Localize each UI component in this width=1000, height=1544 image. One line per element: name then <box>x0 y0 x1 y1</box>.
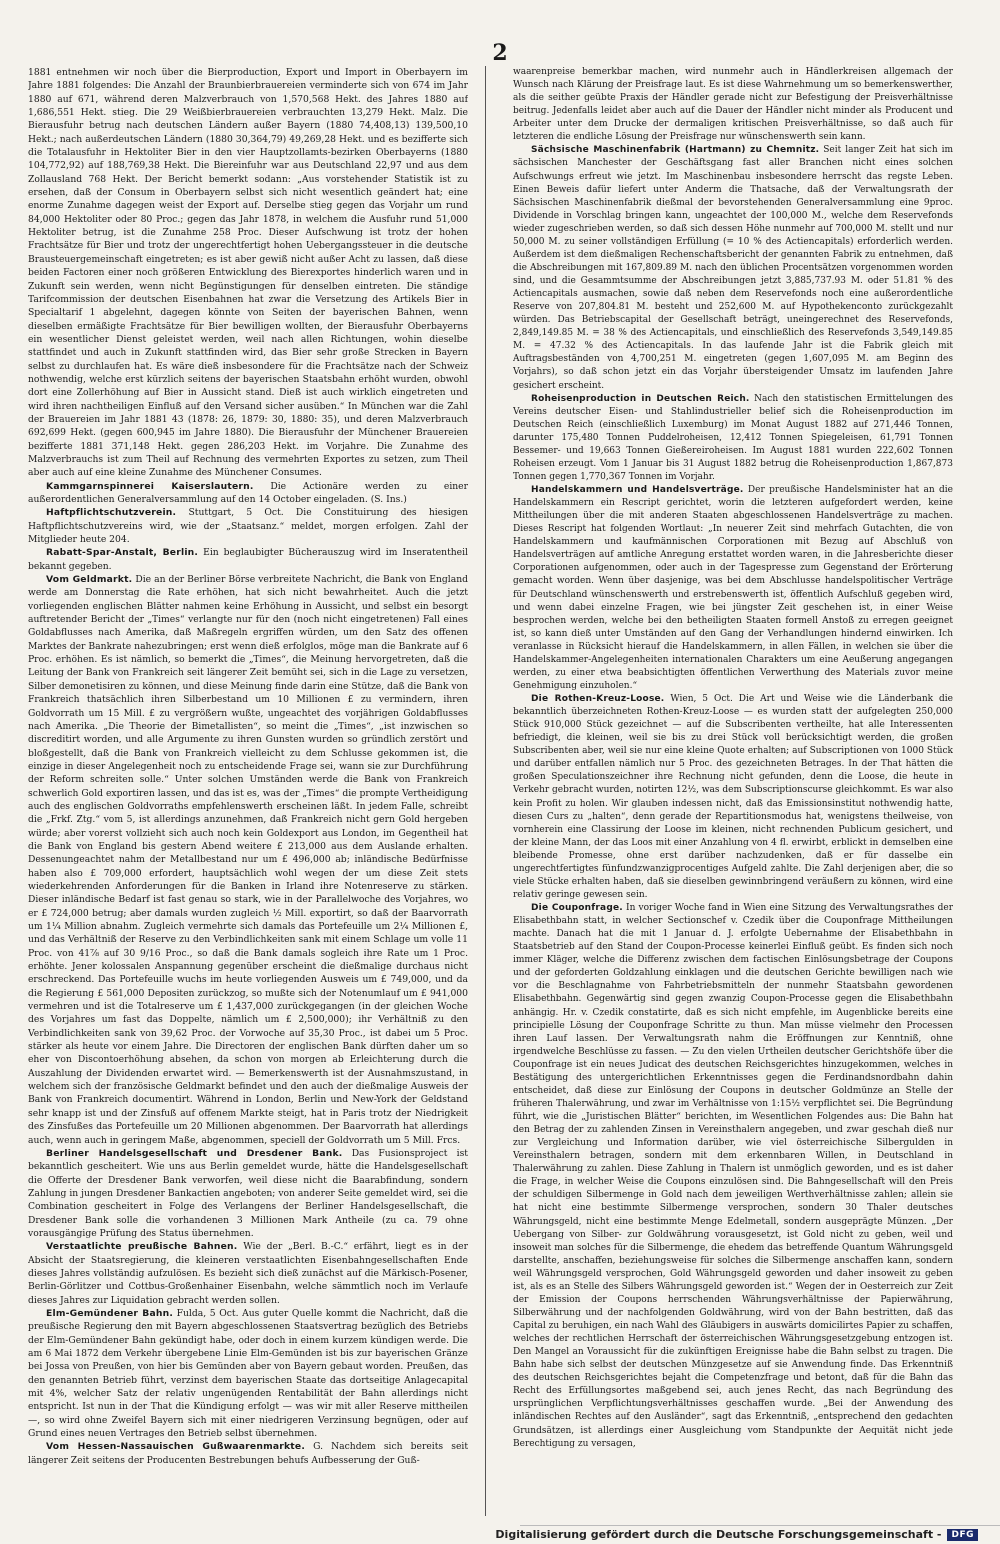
article-headline: Haftpflichtschutzverein. <box>46 507 177 519</box>
article-headline: Vom Geldmarkt. <box>46 574 133 586</box>
article-headline: Sächsische Maschinenfabrik (Hartmann) zu Chemnitz. <box>531 145 820 156</box>
article-headline: Handelskammern und Handelsverträge. <box>531 485 744 495</box>
article <box>513 902 953 1451</box>
article <box>28 66 468 480</box>
article <box>513 484 953 693</box>
article-text: Das Fusionsproject ist bekanntlich gescheitert. Wie uns aus Berlin gemeldet wurde, hätte die Handelsgesellschaft die Offerte der Dresdener Bank verworfen, weil diese nicht die Baarabfindung, sondern Zahlung in jungen Dresdener Bankactien angeboten; von anderer Seite gemeldet wird, sei die Combination gescheitert in Folge des Verlangens der Berliner Handelsgesellschaft, die Dresdener Bank solle die vorhandenen 3 Millionen Mark Antheile (zu ca. 79 ohne vorausgängige Prüfung des Status übernehmen. <box>28 1147 468 1239</box>
article-text: Die an der Berliner Börse verbreitete Nachricht, die Bank von England werde am Donnerstag die Rate erhöhen, hat sich nicht bewahrheitet. Auch die jetzt vorliegenden englischen Blätter nahmen keine Erhöhung in Aussicht, und selbst ein besorgt auftretender Bericht der „Times“ verlangte nur für den (noch nicht eingetretenen) Fall eines Goldabflusses nach Amerika, daß Maßregeln ergriffen würden, um den Satz des offenen Marktes der Bankrate nahezubringen; erst wenn dieß erfolglos, möge man die Bankrate auf 6 Proc. erhöhen. Es ist nämlich, so bemerkt die „Times“, die Meinung hervorgetreten, daß die Leitung der Bank von Frankreich seit längerer Zeit bemüht sei, sich in die Lage zu versetzen, Silber demonetisiren zu können, und diese Meinung finde darin eine Stütze, daß die Bank von Frankreich thatsächlich ihren Silberbestand um 10 Millionen £ zu vermindern, ihren Goldvorrath um 15 Mill. £ zu vergrößern wußte, ungeachtet des vorjährigen Goldabflusses nach Amerika. „Die Theorie der Bimetallisten“, so meint die „Times“, „ist inzwischen so discreditirt worden, und alle Argumente zu ihren Gunsten wurden so gründlich zerstört und bloßgestellt, daß die Bank von Frankreich vielleicht zu dem Schlusse gekommen ist, die einzige in dieser Angelegenheit noch zu entscheidende Frage sei, wann sie zur Durchführung der Reform schreiten solle.“ Unter solchen Umständen werde die Bank von Frankreich schwerlich Gold exportiren lassen, und das ist es, was der „Times“ die prompte Vertheidigung auch des englischen Goldvorraths empfehlenswerth erscheinen läßt. In jedem Falle, schreibt die „Frkf. Ztg.“ vom 5, ist allerdings anzunehmen, daß Frankreich nicht gern Gold hergeben würde; aber vorerst vollzieht sich auch noch kein Goldexport aus London, im Gegentheil hat die Bank von England bis gestern Abend weitere £ 213,000 aus dem Auslande erhalten. Dessenungeachtet nahm der Metallbestand nur um £ 496,000 ab; inländische Bedürfnisse haben also £ 709,000 erfordert, hauptsächlich wohl wegen der um diese Zeit stets wiederkehrenden Anforderungen für die Banken in Irland ihre Notenreserve zu stärken. Dieser inländische Bedarf ist fast genau so stark, wie in der Parallelwoche des Vorjahres, wo er £ 724,000 betrug; aber damals wurden zugleich ½ Mill. exportirt, so daß der Baarvorrath um 1¼ Million abnahm. Zugleich vermehrte sich damals das Portefeuille um 2¼ Millionen £, und das Verhältniß der Reserve zu den Verbindlichkeiten sank mit einem Schlage um volle 11 Proc. von 41⅞ auf 30 9/16 Proc., so daß die Bank damals sogleich ihre Rate um 1 Proc. erhöhte. Jener kolossalen Anspannung gegenüber erscheint die dießmalige durchaus nicht erschreckend. Das Portefeuille wuchs im heute vorliegenden Ausweis um £ 749,000, und da die Regierung £ 561,000 Depositen zurückzog, so mußte sich der Notenumlauf um £ 941,000 vermehren und ist die Totalreserve um £ 1,437,000 zurückgegangen (in der gleichen Woche des Vorjahres um fast das Doppelte, nämlich um £ 2,500,000); ihr Verhältniß zu den Verbindlichkeiten sank von 39,62 Proc. der Vorwoche auf 35,30 Proc., ist dabei um 5 Proc. stärker als heute vor einem Jahre. Die Directoren der englischen Bank dürften daher um so eher von Discontoerhöhung absehen, da schon von morgen ab Erleichterung durch die Auszahlung der Dividenden erwartet wird. — Bemerkenswerth ist der Ausnahmszustand, in welchem sich der französische Geldmarkt befindet und den auch der dießmalige Ausweis der Bank von Frankreich documentirt. Während in London, Berlin und New-York der Geldstand sehr knapp ist und der Zinsfuß auf offenem Markte steigt, hat in Paris trotz der Niedrigkeit des Zinsfußes das Portefeuille um 20 Millionen abgenommen. Der Baarvorrath hat allerdings auch, wenn auch in geringem Maße, abgenommen, speciell der Goldvorrath um 5 Mill. Frcs. <box>28 574 468 1146</box>
left-column <box>28 66 468 1516</box>
footer-rule <box>520 1525 1000 1526</box>
article-headline: Rabatt-Spar-Anstalt, Berlin. <box>46 547 199 559</box>
article <box>28 1147 468 1240</box>
article-text: waarenpreise bemerkbar machen, wird nunmehr auch in Händlerkreisen allgemach der Wunsch nach Klärung der Preisfrage laut. Es ist diese Wahrnehmung um so bemerkenswerther, als die seither geübte Praxis der Händler gerade nicht zur Befestigung der Preisverhältnisse beitrug. Jedenfalls leidet aber auch auf die Dauer der Händler nicht minder als Producent und Arbeiter unter dem Drucke der dermaligen kritischen Preisverhältnisse, so daß auch für letzteren die endliche Lösung der Preisfrage nur wünschenswerth sein kann. <box>513 67 953 143</box>
article-text: Seit langer Zeit hat sich im sächsischen Manchester der Geschäftsgang fast aller Branchen nicht eines solchen Aufschwungs erfreut wie jetzt. Im Maschinenbau insbesondere herrscht das regste Leben. Einen Beweis dafür liefert unter Anderm die Thatsache, daß der Verwaltungsrath der Sächsischen Maschinenfabrik dießmal der bevorstehenden Generalversammlung eine 9proc. Dividende in Vorschlag bringen kann, ungeachtet der 100,000 M., welche dem Reservefonds wieder zugeschrieben werden, so daß sich dessen Höhe nunmehr auf 700,000 M. stellt und nur 50,000 M. zu seiner vollständigen Erfüllung (= 10 % des Actiencapitals) erforderlich werden. Außerdem ist dem dießmaligen Rechenschaftsbericht der genannten Fabrik zu entnehmen, daß die Abschreibungen mit 167,809.89 M. nach den üblichen Procentsätzen vorgenommen worden sind, und die Gesammtsumme der Abschreibungen jetzt 3,885,737.93 M. oder 51.81 % des Actiencapitals ausmachen, sowie daß neben dem Reservefonds noch eine außerordentliche Reserve von 207,804.81 M. besteht und 252,600 M. auf Hypothekenconto zurückgezahlt würden. Das Betriebscapital der Gesellschaft beträgt, uneingerechnet des Reservefonds, 2,849,149.85 M. = 38 % des Actiencapitals, und einschließlich des Reservefonds 3,549,149.85 M. = 47.32 % des Actiencapitals. In das laufende Jahr ist die Fabrik gleich mit Auftragsbeständen von 4,700,251 M. eingetreten (gegen 1,607,095 M. am Beginn des Vorjahrs), so daß schon jetzt ein das Vorjahr übersteigender Umsatz im laufenden Jahre gesichert erscheint. <box>513 145 953 391</box>
article-text: 1881 entnehmen wir noch über die Bierproduction, Export und Import in Oberbayern im Jahre 1881 folgendes: Die Anzahl der Braunbierbrauereien verminderte sich von 674 im Jahr 1880 auf 671, während deren Malzverbrauch von 1,570,568 Hekt. des Jahres 1880 auf 1,686,551 Hekt. stieg. Die 29 Weißbierbrauereien verbrauchten 13,279 Hekt. Malz. Die Bierausfuhr betrug nach deutschen Ländern außer Bayern (1880 74,408,13) 139,500,10 Hekt.; nach außerdeutschen Ländern (1880 30,364,79) 49,269,28 Hekt. und es bezifferte sich die Totalausfuhr in Hektoliter Bier in den vier Hauptzollamts-bezirken Oberbayerns (1880 104,772,92) auf 188,769,38 Hekt. Die Biereinfuhr war aus Deutschland 22,97 und aus dem Zollausland 768 Hekt. Der Bericht bemerkt sodann: „Aus vorstehender Statistik ist zu ersehen, daß der Consum in Oberbayern selbst sich nicht wesentlich geändert hat; eine enorme Zunahme dagegen weist der Export auf. Derselbe stieg gegen das Vorjahr um rund 84,000 Hektoliter oder 80 Proc.; gegen das Jahr 1878, in welchem die Ausfuhr rund 51,000 Hektoliter betrug, ist die Zunahme 258 Proc. Dieser Aufschwung ist trotz der hohen Frachtsätze für Bier und trotz der ungerechtfertigt hohen Uebergangssteuer in die deutsche Brausteuergemeinschaft eingetreten; es ist aber gewiß nicht außer Acht zu lassen, daß diese beiden Factoren einer noch größeren Entwicklung des Bierexportes hinderlich waren und in Zukunft sein werden, wenn nicht Begünstigungen für denselben eintreten. Die ständige Tarifcommission der deutschen Eisenbahnen hat zwar die Versetzung des Artikels Bier in Specialtarif 1 abgelehnt, dagegen könnte von Seiten der bayerischen Bahnen, wenn dieselben ermäßigte Frachtsätze für Bier bewilligen wollten, der Bierausfuhr Oberbayerns ein wesentlicher Dienst geleistet werden, weil nach allen Richtungen, wohin dieselbe stattfindet und auch in Zukunft stattfinden wird, das Bier sehr große Strecken in Bayern selbst zu durchlaufen hat. Es wäre dieß insbesondere für die Frachtsätze nach der Schweiz nothwendig, welche erst kürzlich seitens der bayerischen Staatsbahn erhöht wurden, obwohl dort eine Zollerhöhung auf Bier in Aussicht stand. Dieß ist auch wirklich eingetreten und wird ihren nachtheiligen Einfluß auf den Versand sicher ausüben.“ In München war die Zahl der Brauereien im Jahr 1881 43 (1878: 26, 1879: 30, 1880: 35), und deren Malzverbrauch 692,699 Hekt. (gegen 600,945 im Jahre 1880). Die Bierausfuhr der Münchener Brauereien bezifferte 1881 371,148 Hekt. gegen 286,203 Hekt. im Vorjahre. Die Zunahme des Malzverbrauchs ist zum Theil auf Rechnung des vermehrten Exportes zu setzen, zum Theil aber auch auf eine kleine Zunahme des Münchener Consumes. <box>28 67 468 479</box>
dfg-logo: DFG <box>947 1529 978 1541</box>
article <box>28 1307 468 1440</box>
page-number: 2 <box>492 40 508 66</box>
article-text: Die Actionäre werden zu einer außerordentlichen Generalversammlung auf den 14 October eingeladen. (S. Ins.) <box>28 480 468 505</box>
article-headline: Die Couponfrage. <box>531 903 623 913</box>
article <box>513 144 953 392</box>
article-headline: Vom Hessen-Nassauischen Gußwaarenmarkte. <box>46 1441 306 1453</box>
article <box>28 1240 468 1307</box>
article <box>513 66 953 144</box>
right-column <box>513 66 953 1516</box>
article <box>28 573 468 1147</box>
article-text: Nach den statistischen Ermittelungen des Vereins deutscher Eisen- und Stahlindustrieller belief sich die Roheisenproduction im Deutschen Reich (einschließlich Luxemburg) im Monat August 1882 auf 271,446 Tonnen, darunter 175,480 Tonnen Puddelroheisen, 12,412 Tonnen Spiegeleisen, 61,791 Tonnen Bessemer- und 19,663 Tonnen Gießereiroheisen. Im August 1881 wurden 222,602 Tonnen Roheisen erzeugt. Vom 1 Januar bis 31 August 1882 betrug die Roheisenproduction 1,867,873 Tonnen gegen 1,770,367 Tonnen im Vorjahr. <box>513 393 953 482</box>
footer <box>495 1528 978 1541</box>
article-text: In voriger Woche fand in Wien eine Sitzung des Verwaltungsrathes der Elisabethbahn statt, in welcher Sectionschef v. Czedik über die Couponfrage Mittheilungen machte. Danach hat die mit 1 Januar d. J. erfolgte Uebernahme der Elisabethbahn in Staatsbetrieb auf den Stand der Coupon-Processe keinerlei Einfluß geübt. Es finden sich noch immer Kläger, welche die Differenz zwischen dem factischen Einlösungsbetrage der Coupons und der geforderten Goldzahlung einklagen und die deutschen Gerichte bewilligen nach wie vor die Beschlagnahme von Fahrbetriebsmitteln der nunmehr Staatsbahn gewordenen Elisabethbahn. Gegenwärtig sind gegen zwanzig Coupon-Processe gegen die Elisabethbahn anhängig. Hr. v. Czedik constatirte, daß es sich nicht empfehle, im Augenblicke bereits eine principielle Lösung der Couponfrage Schritte zu thun. Man müsse vielmehr den Processen ihren Lauf lassen. Der Verwaltungsrath nahm die Eröffnungen zur Kenntniß, ohne irgendwelche Beschlüsse zu fassen. — Zu den vielen Urtheilen deutscher Gerichtshöfe über die Couponfrage ist ein neues Judicat des deutschen Reichsgerichtes hinzugekommen, welches in Bestätigung des untergerichtlichen Erkenntnisses gegen die Ferdinandsnordbahn dahin entscheidet, daß diese zur Einlösung der Coupons in deutscher Goldmünze an Stelle der früheren Thalerwährung, und zwar im Verhältnisse von 1:15½ verpflichtet sei. Die Begründung führt, wie die „Juristischen Blätter“ berichten, im Wesentlichen Folgendes aus: Die Bahn hat den Betrag der zu zahlenden Zinsen in Vereinsthalern angegeben, und zwar geschah dieß nur zur Vergleichung und Information darüber, wie viel österreichische Silbergulden in Vereinsthalern betragen, sondern mit dem erkennbaren Willen, in Deutschland in Thalerwährung zu zahlen. Diese Zahlung in Thalern ist unmöglich geworden, und es ist daher die Frage, in welcher Weise die Coupons einzulösen sind. Die Bahngesellschaft will den Preis der schuldigen Silbermenge in Gold nach dem jeweiligen Werthverhältnisse zahlen; allein sie hat nicht eine bestimmte Silbermenge versprochen, sondern 30 Thaler deutsches Währungsgeld, nicht eine bestimmte Menge Edelmetall, sondern ausgeprägte Münzen. „Der Uebergang von Silber- zur Goldwährung vorausgesetzt, ist Gold nicht zu geben, weil und insoweit man solches für die Silbermenge, die ehedem das betreffende Quantum Währungsgeld darstellte, anschaffen, beziehungsweise für solches die Silbermenge anschaffen kann, sondern weil Währungsgeld versprochen, Gold Währungsgeld geworden und daher insoweit zu geben ist, als es an Stelle des Silbers Währungsgeld geworden ist.“ Wegen der in Oesterreich zur Zeit der Emission der Coupons herrschenden Währungsverhältnisse der Papierwährung, Silberwährung und der nachfolgenden Goldwährung, wird von der Bahn bestritten, daß das Capital zu beruhigen, ein nach Wahl des Gläubigers in auswärts domicilirtes Papier zu schaffen, welches der rechtlichen Herrschaft der österreichischen Währungsgesetzgebung entzogen ist. Den Mangel an Voraussicht für die zukünftigen Ereignisse habe die Bahn selbst zu tragen. Die Bahn habe sich selbst der deutschen Münzgesetze auf sie Anwendung finde. Das Erkenntniß des deutschen Reichsgerichtes bejaht die Competenzfrage und betont, daß für die Bahn das Recht des Erfüllungsortes maßgebend sei, auch jenes Recht, das nach Begründung des ursprünglichen Verpflichtungsverhältnisses geschaffen wurde. „Bei der Anwendung des inländischen Rechtes auf den Ausländer“, sagt das Erkenntniß, „entsprechend den gedachten Grundsätzen, ist allerdings einer Ausgleichung vom Standpunkte der Aequität nicht jede Berechtigung zu versagen, <box>513 903 953 1449</box>
article-headline: Berliner Handelsgesellschaft und Dresdener Bank. <box>46 1147 343 1159</box>
article-headline: Die Rothen-Kreuz-Loose. <box>531 694 665 704</box>
article-text: Wie der „Berl. B.-C.“ erfährt, liegt es in der Absicht der Staatsregierung, die kleineren verstaatlichten Eisenbahngesellschaften Ende dieses Jahres vollständig aufzulösen. Es bezieht sich dieß zunächst auf die Märkisch-Posener, Berlin-Görlitzer und Cottbus-Großenhainer Eisenbahn, welche sämmtlich noch im Verlaufe dieses Jahres zur Liquidation gebracht werden sollen. <box>28 1241 468 1306</box>
article-text: Ein beglaubigter Bücherauszug wird im Inseratentheil bekannt gegeben. <box>28 547 468 572</box>
article-text: G. Nachdem sich bereits seit längerer Zeit seitens der Producenten Bestrebungen behufs Aufbesserung der Guß- <box>28 1441 468 1466</box>
article-headline: Roheisenproduction in Deutschen Reich. <box>531 393 750 404</box>
column-divider <box>485 66 486 1516</box>
article <box>28 1440 468 1467</box>
article <box>28 506 468 546</box>
article-headline: Kammgarnspinnerei Kaiserslautern. <box>46 480 254 492</box>
article-text: Stuttgart, 5 Oct. Die Constituirung des hiesigen Haftpflichtschutzvereins wird, wie der „Staatsanz.“ meldet, morgen erfolgen. Zahl der Mitglieder heute 204. <box>28 507 468 546</box>
article <box>28 480 468 507</box>
footer-credit: Digitalisierung gefördert durch die Deutsche Forschungsgemeinschaft - <box>495 1528 942 1541</box>
article <box>513 693 953 902</box>
article-text: Fulda, 5 Oct. Aus guter Quelle kommt die Nachricht, daß die preußische Regierung den mit Bayern abgeschlossenen Staatsvertrag bezüglich des Betriebs der Elm-Gemündener Bahn gekündigt habe, oder doch in einem kurzem kündigen werde. Die am 6 Mai 1872 dem Verkehr übergebene Linie Elm-Gemünden ist bis zur bayerischen Gränze bei Jossa von Preußen, von hier bis Gemünden aber von Bayern gebaut worden. Preußen, das den genannten Betrieb führt, verzinst dem bayerischen Staate das dortseitige Anlagecapital mit 4%, welcher Satz der relativ ungenügenden Rentabilität der Bahn allerdings nicht entspricht. Ist nun in der That die Kündigung erfolgt — was wir mit aller Reserve mittheilen —, so wird ohne Zweifel Bayern sich mit einer niedrigeren Verzinsung begnügen, oder auf Grund eines neuen Vertrages den Betrieb selbst übernehmen. <box>28 1307 468 1440</box>
article-text: Wien, 5 Oct. Die Art und Weise wie die Länderbank die bekanntlich überzeichneten Rothen-Kreuz-Loose — es wurden statt der aufgelegten 250,000 Stück 910,000 Stück gezeichnet — auf die Subscribenten vertheilte, hat alle Interessenten befriedigt, die kleinen, weil sie bis zu drei Stück voll berücksichtigt werden, die großen Subscribenten aber, weil sie nur eine kleine Quote erhalten; auf Subscriptionen von 1000 Stück und darüber entfallen nämlich nur 5 Proc. des gezeichneten Betrages. In der That hätten die großen Speculationszeichner ihre Rechnung nicht gefunden, denn die Loose, die heute in Verkehr gebracht wurden, notirten 12½, was dem Subscriptionscurse gleichkommt. Es war also kein Profit zu holen. Wir glauben indessen nicht, daß das Emissionsinstitut nothwendig hatte, diesen Curs zu „halten“, denn gerade der Repartitionsmodus hat, wenigstens theilweise, von vornherein eine Classirung der Loose im kleinen, nicht rechnenden Publicum gesichert, und der kleine Mann, der das Loos mit einer Anzahlung von 4 fl. erwirbt, erblickt in demselben eine bleibende Promesse, ohne erst darüber nachzudenken, daß er für dasselbe ein ungerechtfertigtes fünfundzwanzigprocentiges Aufgeld zahlte. Die Zahl derjenigen aber, die so viele Stücke erhalten haben, daß sie dieselben gewinnbringend veräußern zu können, wird eine relativ geringe gewesen sein. <box>513 694 953 900</box>
article-headline: Verstaatlichte preußische Bahnen. <box>46 1241 238 1253</box>
article-headline: Elm-Gemündener Bahn. <box>46 1307 174 1319</box>
article <box>28 546 468 573</box>
article-text: Der preußische Handelsminister hat an die Handelskammern ein Rescript gerichtet, worin die letzteren aufgefordert werden, keine Mittheilungen über die mit anderen Staaten abgeschlossenen Handelsverträge zu machen. Dieses Rescript hat folgenden Wortlaut: „In neuerer Zeit sind mehrfach Gutachten, die von Handelskammern und kaufmännischen Corporationen mit Bezug auf Abschluß von Handelsverträgen auf amtliche Anregung erstattet worden waren, in die Jahresberichte dieser Corporationen aufgenommen, oder auch in der Tagespresse zum Gegenstand der Erörterung gemacht worden. Wenn über dasjenige, was bei dem Abschlusse handelspolitischer Verträge für Deutschland wünschenswerth und erstrebenswerth ist, öffentlich Aufschluß gegeben wird, und wenn dabei einzelne Fragen, wie bei jüngster Zeit geschehen ist, in einer Weise besprochen werden, welche bei den betheiligten Staaten formell Anstoß zu erregen geeignet ist, so kann dieß unter Umständen auf den Gang der Verhandlungen hindernd einwirken. Ich veranlasse in Rücksicht hierauf die Handelskammern, in allen Fällen, in welchen sie über die Handelskammer-Angelegenheiten internationalen Charakters um eine Aeußerung angegangen werden, zu einer etwa beabsichtigten öffentlichen Verwerthung des Materials zuvor meine Genehmigung einzuholen.“ <box>513 485 953 691</box>
article <box>513 393 953 484</box>
